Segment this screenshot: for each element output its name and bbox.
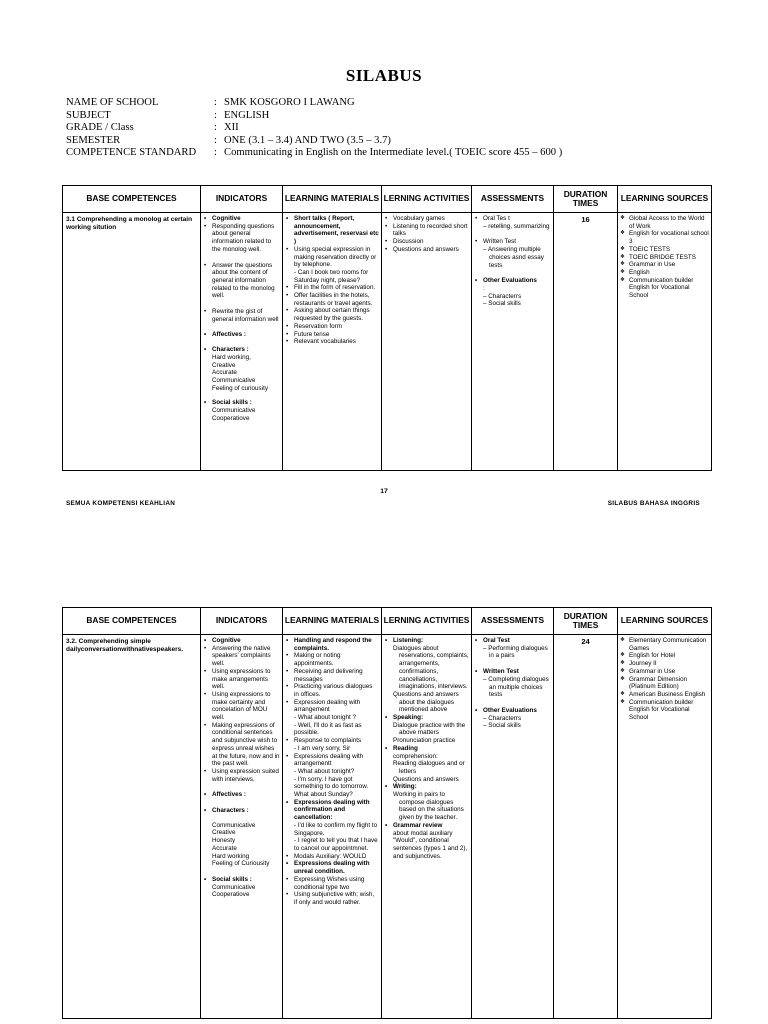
duration-value: 24 <box>581 637 590 646</box>
list-item: • Other Evaluations <box>474 707 551 715</box>
list-item: • Future tense <box>285 331 379 339</box>
list-item: Communicative <box>212 407 256 415</box>
assessments-cell <box>472 635 554 1019</box>
list-item: • Expressions dealing with arrangementt <box>285 753 379 768</box>
list-item: • Making expressions of conditional sentences and subjunctive wish to express unreal wishes at the future, now and in the past well. <box>203 722 280 768</box>
list-item: • Grammar review <box>384 822 469 830</box>
sources-cell <box>618 213 712 471</box>
list-item: • Using special expression in making reservation directly or by telephone. <box>285 246 379 269</box>
table-row <box>63 635 712 1019</box>
list-item: • Responding questions about general information related to the monolog well. <box>203 223 280 254</box>
list-item: - I regret to tell you that I have to cancel our appointmnet. <box>294 837 378 852</box>
list-item: - What about tonight ? <box>294 714 356 722</box>
header-duration-times: DURATION TIMES <box>554 608 618 635</box>
materials-cell <box>283 213 382 471</box>
list-item: • Listening: <box>384 637 469 645</box>
list-item: - Well, I'll do it as fast as possible. <box>294 721 362 737</box>
list-item: • Written Test <box>474 238 551 246</box>
meta-row <box>66 135 562 148</box>
document-title: SILABUS <box>345 66 423 85</box>
meta-colon: : <box>214 109 217 121</box>
list-item: ❖ Elementary Communication Games <box>620 637 709 652</box>
materials-cell <box>283 635 382 1019</box>
list-item: • Social skills : <box>203 399 280 407</box>
list-item: • Cognitive <box>203 637 280 645</box>
competence-text: 3.1 Comprehending a monolog at certain working sitution <box>66 216 193 231</box>
meta-label: GRADE / Class <box>66 122 134 134</box>
list-item: • Rewrite the gist of general information well <box>203 308 280 323</box>
list-item: • Expressions dealing with unreal condition. <box>285 860 379 875</box>
list-item: • Reservation form <box>285 323 379 331</box>
list-item: • Relevant vocabularies <box>285 338 379 346</box>
list-item: • Written Test <box>474 668 551 676</box>
competence-cell <box>63 213 201 471</box>
list-item: about modal auxiliary "Would", conditional sentences (types 1 and 2), and subjunctives. <box>393 829 468 860</box>
list-item: - I'd like to confirm my flight to Singapore. <box>294 821 378 837</box>
list-item: • Expressing Wishes using conditional type two <box>285 876 379 891</box>
list-item: comprehension: <box>393 752 438 760</box>
list-item: - I'm sorry. I have got something to do tomorrow. What about Sunday? <box>294 775 369 799</box>
meta-value: ONE (3.1 – 3.4) AND TWO (3.5 – 3.7) <box>224 134 391 146</box>
competence-cell <box>63 635 201 1019</box>
list-item: • Handling and respond the complaints. <box>285 637 379 652</box>
meta-colon: : <box>214 147 217 159</box>
list-item: – Completing dialogues an multiple choices tests <box>483 675 549 699</box>
list-item: • Cognitive <box>203 215 280 223</box>
list-item: • Discussion <box>384 238 469 246</box>
list-item: Dialogue practice with the above matters <box>393 721 466 737</box>
list-item: ❖ Journey II <box>620 660 709 668</box>
header-base-competences: BASE COMPETENCES <box>63 608 201 635</box>
list-item: ❖ Global Access to the World of Work <box>620 215 709 230</box>
table-header-row <box>63 608 712 635</box>
list-item: • Offer facilities in the hotels, restaurants or travel agents. <box>285 292 379 307</box>
indicators-cell <box>201 635 283 1019</box>
list-item: - What about tonight? <box>294 767 355 775</box>
header-learning-activities: LERNING ACTIVITIES <box>382 608 472 635</box>
list-item: • Listening to recorded short talks <box>384 223 469 238</box>
list-item: • Practicing various dialogues in offices. <box>285 683 379 698</box>
list-item: : <box>483 284 485 292</box>
meta-label: SUBJECT <box>66 109 111 121</box>
syllabus-table-2 <box>62 607 712 1019</box>
list-item: • Speaking: <box>384 714 469 722</box>
list-item: Working in pairs to compose dialogues based on the situations given by the teacher. <box>393 791 464 822</box>
header-learning-activities: LERNING ACTIVITIES <box>382 186 472 213</box>
competence-text: 3.2. Comprehending simple dailyconversationwithnativespeakers. <box>66 638 184 653</box>
meta-value: XII <box>224 122 239 134</box>
table-header-row <box>63 186 712 213</box>
activities-cell <box>382 635 472 1019</box>
list-item: – Performing dialogues in a pairs <box>483 644 548 660</box>
meta-label: COMPETENCE STANDARD <box>66 147 197 159</box>
header-base-competences: BASE COMPETENCES <box>63 186 201 213</box>
list-item: Accurate <box>212 369 237 377</box>
list-item: ❖ English for Hotel <box>620 652 709 660</box>
activities-cell <box>382 213 472 471</box>
list-item: Accurate <box>212 844 237 852</box>
list-item: - I am very sorry, Sir <box>294 744 351 752</box>
list-item: • Receiving and delivering messages <box>285 668 379 683</box>
list-item: ❖ Communication builder English for Vocational School <box>620 699 709 722</box>
list-item: Communicative <box>212 883 256 891</box>
list-item: • Using subjunctive with; wish, if only and would rather. <box>285 891 379 906</box>
sources-cell <box>618 635 712 1019</box>
meta-row <box>66 122 562 135</box>
list-item: • Vocabulary games <box>384 215 469 223</box>
list-item: • Oral Tes t <box>474 215 551 223</box>
list-item: Cooperatiove <box>212 414 250 422</box>
list-item: • Response to complaints <box>285 737 379 745</box>
list-item: ❖ TOEIC BRIDGE TESTS <box>620 254 709 262</box>
list-item: ❖ Grammar in Use <box>620 668 709 676</box>
list-item: ❖ Communication builder English for Vocational School <box>620 277 709 300</box>
list-item: • Affectives : <box>203 331 280 339</box>
list-item: Honesty <box>212 837 236 845</box>
list-item: • Characters : <box>203 807 280 815</box>
list-item: Feeling of Curiousity <box>212 860 270 868</box>
list-item: • Answer the questions about the content of general information related to the monolog well. <box>203 262 280 301</box>
meta-value: ENGLISH <box>224 109 270 121</box>
list-item: Questions and answers about the dialogues mentioned above <box>393 690 459 714</box>
page-number: 17 <box>380 488 388 495</box>
meta-colon: : <box>214 134 217 146</box>
list-item: – Social skills <box>483 722 521 730</box>
meta-row <box>66 97 562 110</box>
list-item: – retelling, summarizing <box>483 222 550 230</box>
list-item: ❖ TOEIC TESTS <box>620 246 709 254</box>
list-item: - Can I book two rooms for Saturday night, please? <box>294 268 369 284</box>
header-learning-materials: LEARNING MATERIALS <box>283 608 382 635</box>
list-item: • Characters : <box>203 346 280 354</box>
list-item: • Expressions dealing with confirmation and cancellation: <box>285 799 379 822</box>
header-indicators: INDICATORS <box>201 186 283 213</box>
header-assessments: ASSESSMENTS <box>472 608 554 635</box>
list-item: • Answering the native speakers' complaints well. <box>203 645 280 668</box>
duration-cell <box>554 635 618 1019</box>
meta-value: SMK KOSGORO I LAWANG <box>224 97 355 108</box>
list-item: Creative <box>212 829 236 837</box>
meta-label: SEMESTER <box>66 134 121 146</box>
list-item: ❖ English <box>620 269 709 277</box>
list-item: ❖ Grammar Dimension (Platinum Edition) <box>620 676 709 691</box>
list-item: • Other Evaluations <box>474 277 551 285</box>
list-item: – Social skills <box>483 300 521 308</box>
list-item: • Modals Auxiliary: WOULD <box>285 853 379 861</box>
list-item: • Using expressions to make arrangements well. <box>203 668 280 691</box>
list-item: • Reading <box>384 745 469 753</box>
list-item: ❖ American Business English <box>620 691 709 699</box>
meta-value: Communicating in English on the Intermediate level.( TOEIC score 455 – 600 ) <box>224 147 563 159</box>
list-item: • Using expression suited with interviews. <box>203 768 280 783</box>
list-item: • Affectives : <box>203 791 280 799</box>
header-info <box>66 97 562 160</box>
list-item: – Answering multiple choices asnd essay tests <box>483 246 544 269</box>
list-item: • Short talks ( Report, announcement, advertisement, reservasi etc ) <box>285 215 379 246</box>
list-item: • Asking about certain things requested by the guests. <box>285 307 379 322</box>
list-item: • Writing: <box>384 783 469 791</box>
list-item: Cooperatiove <box>212 891 250 899</box>
header-assessments: ASSESSMENTS <box>472 186 554 213</box>
list-item: – Characterrs <box>483 292 522 300</box>
list-item: ❖ Grammar in Use <box>620 261 709 269</box>
list-item: Questions and answers <box>393 775 459 783</box>
list-item: Hard working <box>212 852 250 860</box>
syllabus-table-1 <box>62 185 712 471</box>
list-item: • Questions and answers <box>384 246 469 254</box>
list-item: • Social skills : <box>203 876 280 884</box>
list-item: • Expression dealing with arrangement <box>285 699 379 714</box>
meta-colon: : <box>214 97 217 108</box>
list-item: – Characterrs <box>483 714 522 722</box>
meta-row <box>66 110 562 123</box>
footer-left: SEMUA KOMPETENSI KEAHLIAN <box>66 500 176 507</box>
footer-right: SILABUS BAHASA INGGRIS <box>607 500 700 507</box>
table-row <box>63 213 712 471</box>
list-item: Hard working, <box>212 353 251 361</box>
header-learning-sources: LEARNING SOURCES <box>618 186 712 213</box>
list-item: Dialogues about reservations, complaints, arrangements, confirmations, cancellations, imaginations, interviews. <box>393 644 469 691</box>
list-item: Creative <box>212 361 236 369</box>
header-indicators: INDICATORS <box>201 608 283 635</box>
meta-colon: : <box>214 122 217 134</box>
indicators-cell <box>201 213 283 471</box>
list-item: • Oral Test <box>474 637 551 645</box>
header-learning-sources: LEARNING SOURCES <box>618 608 712 635</box>
meta-label: NAME OF SCHOOL <box>66 97 159 108</box>
duration-cell <box>554 213 618 471</box>
list-item: • Using expressions to make certainty and concelation of MOU well. <box>203 691 280 722</box>
header-learning-materials: LEARNING MATERIALS <box>283 186 382 213</box>
list-item: Reading dialogues and or letters <box>393 760 465 775</box>
list-item: • Making or noting appointments. <box>285 652 379 667</box>
header-duration-times: DURATION TIMES <box>554 186 618 213</box>
duration-value: 16 <box>581 215 590 224</box>
list-item: Communicative <box>212 376 256 384</box>
meta-row <box>66 147 562 160</box>
list-item: Feeling of curiousity <box>212 384 268 392</box>
list-item: ❖ English for vocational school 3 <box>620 230 709 245</box>
list-item: Communicative <box>212 821 256 829</box>
list-item: • Fill in the form of reservation. <box>285 284 379 292</box>
assessments-cell <box>472 213 554 471</box>
list-item: Pronunciation practice <box>393 737 456 745</box>
